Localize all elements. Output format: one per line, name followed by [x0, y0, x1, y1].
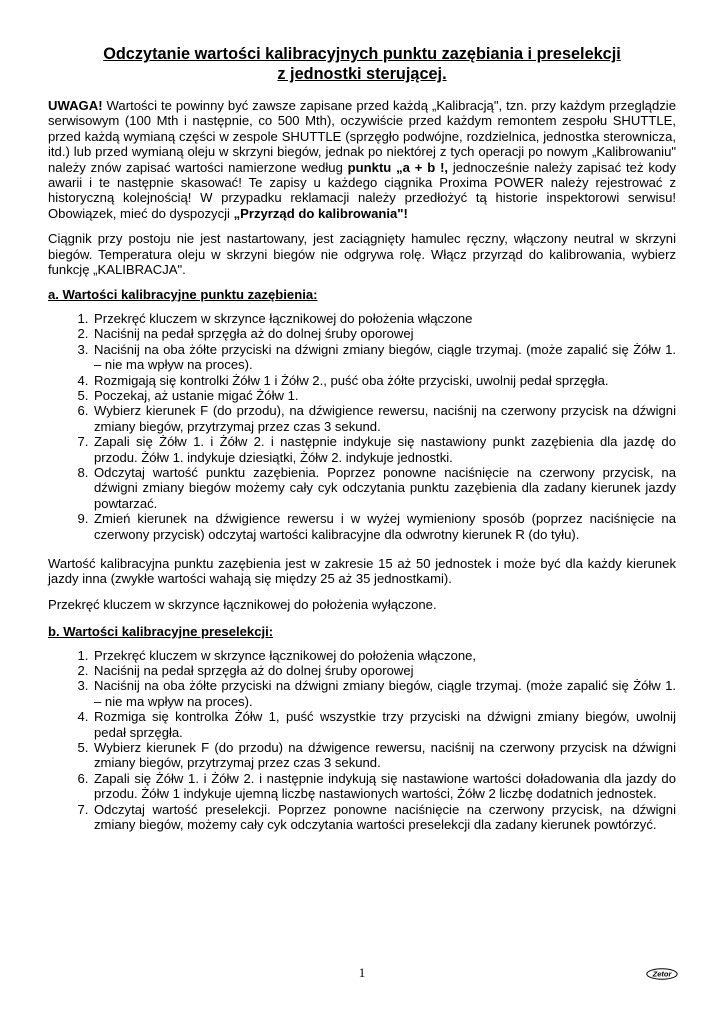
zetor-logo-icon [646, 968, 678, 980]
list-item: 2. Naciśnij na pedał sprzęgła aż do dolnej śruby oporowej [92, 326, 676, 341]
intro-paragraph: Ciągnik przy postoju nie jest nastartowany, jest zaciągnięty hamulec ręczny, włączony neutral w skrzyni biegów. Temperatura oleju w skrzyni biegów nie odgrywa rolę. Włącz przyrząd do kalibrowania, wybierz funkcję „KALIBRACJA". [48, 231, 676, 278]
list-item: 7. Odczytaj wartość preselekcji. Poprzez ponowne naciśnięcie na czerwony przycisk, na dźwigni zmiany biegów, możemy cały cyk odczytania wartości preselekcji dla zadany kierunek powtórzyć. [92, 802, 676, 833]
list-item: 7. Zapali się Żółw 1. i Żółw 2. i następnie indykuje się nastawiony punkt zazębienia dla jazdę do przodu. Żółw 1. indykuje dziesiątki, Żółw 2. indykuje jednostki. [92, 434, 676, 465]
list-item: 6. Zapali się Żółw 1. i Żółw 2. i następnie indykują się nastawione wartości doładowania dla jazdy do przodu. Żółw 1 indykuje ujemną liczbę nastawionych wartości, Żółw 2 liczbę dodatnich jednostek. [92, 771, 676, 802]
list-item: 9. Zmień kierunek na dźwigience rewersu i w wyżej wymieniony sposób (poprzez naciśnięcie na czerwony przycisk) odczytaj wartości kalibracyjne dla odwrotny kierunek R (do tyłu). [92, 511, 676, 542]
list-item: 2. Naciśnij na pedał sprzęgła aż do dolnej śruby oporowej [92, 663, 676, 678]
list-item: 4. Rozmiga się kontrolka Żółw 1, puść wszystkie trzy przyciski na dźwigni zmiany biegów, uwolnij pedał sprzęgła. [92, 709, 676, 740]
warning-text-1: Wartości te powinny być zawsze zapisane przed każdą „Kalibracją", tzn. przy każdym przeglądzie serwisowym (100 Mth i następnie, co 500 Mth), oczywiście przed każdym remontem zespołu SHUTTLE, przed każdą wymianą części w zespole SHUTTLE (sprzęgło podwójne, rozdzielnica, jednostka sterownicza, itd.) lub przed wymianą oleju w skrzyni biegów, jednak po niektórej z tych operacji po nowym „Kalibrowaniu" należy znów zapisać wartości namierzone według [48, 98, 676, 175]
list-item: 5. Wybierz kierunek F (do przodu) na dźwigence rewersu, naciśnij na czerwony przycisk na dźwigni zmiany biegów, przytrzymaj przez czas 3 sekund. [92, 740, 676, 771]
list-item: 4. Rozmigają się kontrolki Żółw 1 i Żółw 2., puść oba żółte przyciski, uwolnij pedał sprzęgła. [92, 373, 676, 388]
svg-text:Zetor: Zetor [652, 969, 672, 979]
warning-text-2: jednocześnie należy zapisać też kody awarii i te następnie skasować! Te zapisy u każdego ciągnika Proxima POWER należy rejestrować z historyczną kolejnością! W przypadku reklamacji należy przedłożyć tą historie inspektorowi serwisu! Obowiązek, mieć do dyspozycji [48, 159, 676, 221]
list-item: 1. Przekręć kluczem w skrzynce łącznikowej do położenia włączone, [92, 648, 676, 663]
document-page [48, 44, 676, 846]
section-a-note-1: Wartość kalibracyjna punktu zazębienia jest w zakresie 15 aż 50 jednostek i może być dla każdy kierunek jazdy inna (zwykłe wartości wahają się między 25 aż 35 jednostkami). [48, 555, 676, 587]
page-title [48, 44, 676, 84]
title-line-2: z jednostki sterującej. [277, 65, 447, 83]
title-line-1: Odczytanie wartości kalibracyjnych punktu zazębiania i preselekcji [103, 45, 621, 63]
warning-bold-1: punktu „a + b !, [347, 159, 449, 175]
list-item: 1. Przekręć kluczem w skrzynce łącznikowej do położenia włączone [92, 311, 676, 326]
list-item: 5. Poczekaj, aż ustanie migać Żółw 1. [92, 388, 676, 403]
section-b-heading: b. Wartości kalibracyjne preselekcji: [48, 624, 274, 640]
warning-bold-2: „Przyrząd do kalibrowania"! [233, 205, 408, 221]
section-a-steps [48, 311, 676, 542]
section-a-heading: a. Wartości kalibracyjne punktu zazębienia: [48, 287, 318, 303]
list-item: 3. Naciśnij na oba żółte przyciski na dźwigni zmiany biegów, ciągle trzymaj. (może zapalić się Żółw 1. – nie ma wpływ na proces). [92, 678, 676, 709]
section-a-note-2: Przekręć kluczem w skrzynce łącznikowej do położenia wyłączone. [48, 596, 437, 612]
list-item: 8. Odczytaj wartość punktu zazębienia. Poprzez ponowne naciśnięcie na czerwony przycisk, na dźwigni zmiany biegów możemy cały cyk odczytania punktu zazębienia dla zadany kierunek jazdy powtarzać. [92, 465, 676, 511]
warning-label: UWAGA! [48, 98, 103, 113]
warning-paragraph [48, 98, 676, 221]
list-item: 3. Naciśnij na oba żółte przyciski na dźwigni zmiany biegów, ciągle trzymaj. (może zapalić się Żółw 1. – nie ma wpływ na proces). [92, 342, 676, 373]
list-item: 6. Wybierz kierunek F (do przodu), na dźwigience rewersu, naciśnij na czerwony przycisk na dźwigni zmiany biegów, przytrzymaj przez czas 3 sekund. [92, 403, 676, 434]
page-number: 1 [358, 965, 366, 980]
section-b-steps [48, 648, 676, 833]
